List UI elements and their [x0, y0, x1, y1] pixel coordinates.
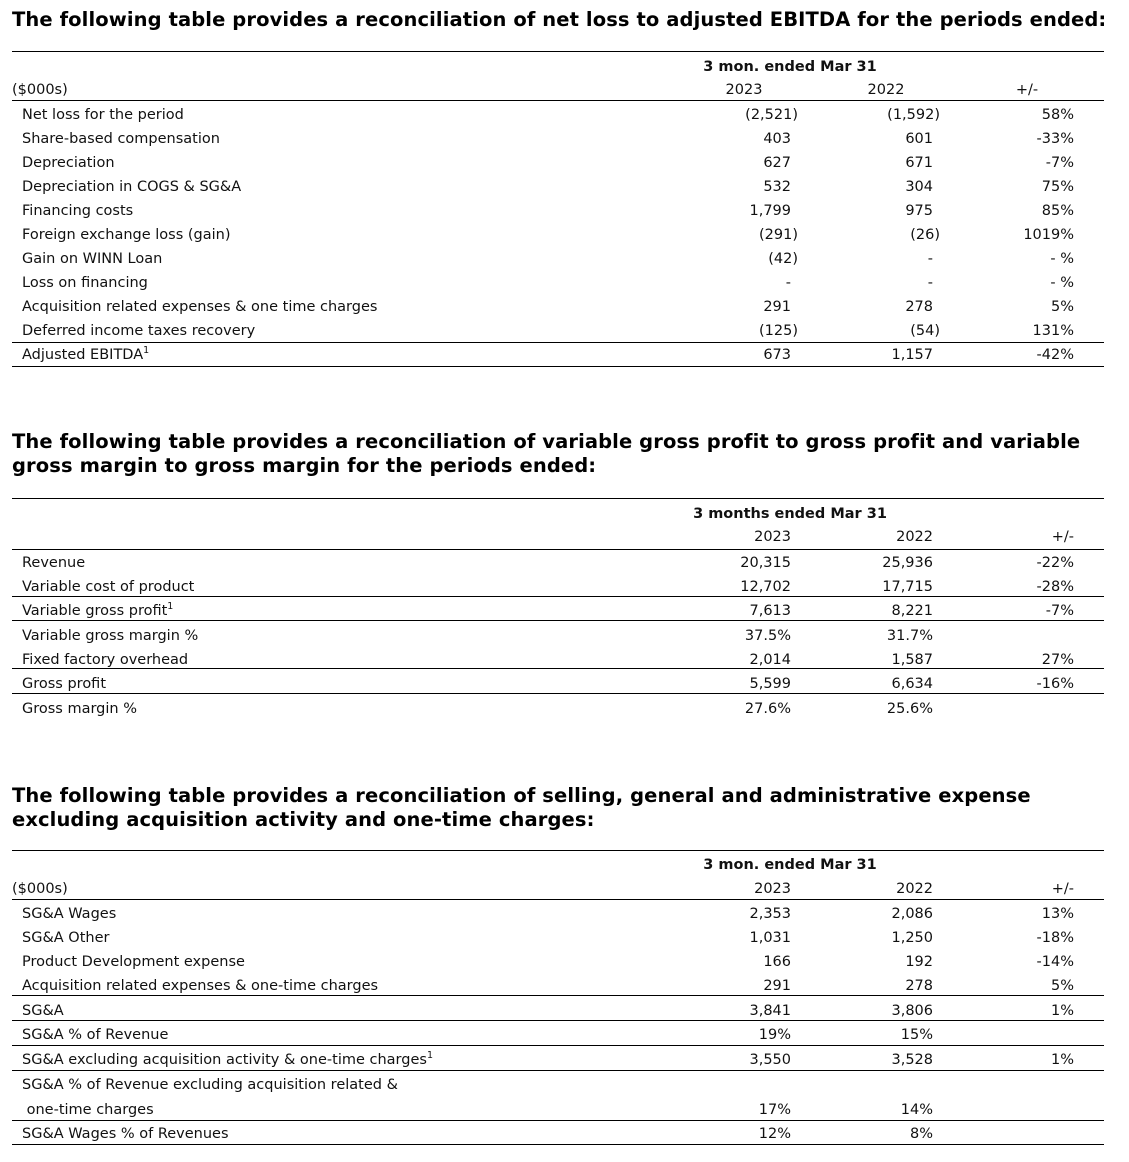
unit-label: ($000s)	[12, 881, 68, 897]
value-2023	[678, 551, 798, 575]
value-change	[961, 624, 1081, 648]
row-label	[22, 295, 377, 319]
table-row	[12, 1098, 1104, 1122]
column-header-2022: 2022	[896, 529, 933, 545]
value-2022	[820, 247, 940, 271]
row-label	[22, 271, 148, 295]
rule	[12, 1020, 1104, 1021]
value-change	[961, 247, 1081, 271]
value-2023	[678, 127, 798, 151]
row-label-text: Depreciation in COGS & SG&A	[22, 179, 242, 195]
value-change	[961, 175, 1081, 199]
value-change-text: 131%	[1032, 323, 1074, 339]
table-row	[12, 151, 1104, 175]
row-label	[22, 1098, 154, 1122]
value-2022	[820, 223, 940, 247]
value-change-text: 75%	[1041, 179, 1074, 195]
value-2023-text: 12,702	[740, 579, 791, 595]
value-change-text: 13%	[1041, 906, 1074, 922]
row-label-text: Gross margin %	[22, 701, 137, 717]
value-2022-text: 8,221	[891, 603, 933, 619]
column-header-2023: 2023	[754, 881, 791, 897]
row-label	[22, 1073, 398, 1097]
table-row	[12, 223, 1104, 247]
row-label-text: one-time charges	[22, 1102, 154, 1118]
value-change-text: -18%	[1036, 930, 1074, 946]
value-2023	[678, 319, 798, 343]
row-label-text: Fixed factory overhead	[22, 652, 189, 668]
value-2023	[678, 950, 798, 974]
value-change	[961, 127, 1081, 151]
value-2022-text: 14%	[900, 1102, 933, 1118]
value-2022	[820, 343, 940, 367]
value-change	[961, 319, 1081, 343]
value-change	[961, 697, 1081, 721]
value-2022-text: 192	[905, 954, 933, 970]
value-2022-text: 15%	[900, 1027, 933, 1043]
row-label-text: SG&A Wages	[22, 906, 117, 922]
value-2022	[820, 1122, 940, 1146]
value-2023	[678, 103, 798, 127]
row-label-text: Financing costs	[22, 203, 134, 219]
value-2023-text: 532	[763, 179, 791, 195]
row-label	[22, 343, 149, 367]
rule	[12, 498, 1104, 499]
value-2023-text: -	[785, 275, 791, 291]
footnote-marker: 1	[167, 601, 174, 612]
value-2022-text: 17,715	[882, 579, 933, 595]
value-2023	[678, 1048, 798, 1072]
value-2023-text: 5,599	[749, 676, 791, 692]
row-label	[22, 223, 231, 247]
table-row	[12, 271, 1104, 295]
rule	[12, 51, 1104, 52]
row-label-text: SG&A	[22, 1003, 64, 1019]
column-header-2022: 2022	[867, 82, 905, 98]
value-2023	[678, 199, 798, 223]
value-2023-text: 7,613	[749, 603, 791, 619]
row-label	[22, 1048, 433, 1072]
rule	[12, 899, 1104, 900]
unit-label: ($000s)	[12, 82, 68, 98]
value-2023-text: (125)	[759, 323, 798, 339]
value-2022-text: 975	[905, 203, 933, 219]
table3-title-line2: excluding acquisition activity and one-time charges:	[12, 808, 595, 831]
table-row	[12, 551, 1104, 575]
value-2022-text: 6,634	[891, 676, 933, 692]
value-2022-text: (1,592)	[887, 107, 940, 123]
row-label-text: Gain on WINN Loan	[22, 251, 163, 267]
table-row	[12, 199, 1104, 223]
value-2022	[820, 1048, 940, 1072]
table-row	[12, 1073, 1104, 1097]
rule	[12, 100, 1104, 101]
row-label-text: Share-based compensation	[22, 131, 220, 147]
row-label	[22, 1023, 168, 1047]
value-2023-text: 20,315	[740, 555, 791, 571]
row-label	[22, 1122, 229, 1146]
value-2022-text: (54)	[910, 323, 940, 339]
value-2022-text: -	[927, 275, 933, 291]
table2-title-line1: The following table provides a reconciliation of variable gross profit to gross profit and variable	[12, 430, 1081, 453]
value-change-text: -16%	[1036, 676, 1074, 692]
table-row	[12, 950, 1104, 974]
column-group-header: 3 months ended Mar 31	[693, 506, 887, 522]
value-2023	[678, 926, 798, 950]
table1-title: The following table provides a reconciliation of net loss to adjusted EBITDA for the periods ended:	[12, 8, 1107, 31]
value-change	[961, 1023, 1081, 1047]
rule	[12, 342, 1104, 343]
value-2022-text: 25,936	[882, 555, 933, 571]
rule	[12, 995, 1104, 996]
rule	[12, 620, 1104, 621]
value-2022-text: 671	[905, 155, 933, 171]
column-header-change: +/-	[1051, 529, 1074, 545]
value-2022	[820, 624, 940, 648]
column-group-header: 3 mon. ended Mar 31	[703, 857, 877, 873]
row-label	[22, 247, 162, 271]
value-2022	[820, 103, 940, 127]
table-row	[12, 103, 1104, 127]
table-row	[12, 127, 1104, 151]
row-label-text: Revenue	[22, 555, 86, 571]
table3-title	[12, 784, 1031, 832]
row-label	[22, 103, 184, 127]
row-label	[22, 175, 241, 199]
row-label	[22, 319, 255, 343]
row-label-text: Foreign exchange loss (gain)	[22, 227, 231, 243]
value-2022	[820, 902, 940, 926]
rule	[12, 1070, 1104, 1071]
value-2022	[820, 319, 940, 343]
row-label-text: Net loss for the period	[22, 107, 184, 123]
rule	[12, 668, 1104, 669]
row-label	[22, 624, 198, 648]
value-2023	[678, 223, 798, 247]
value-change	[961, 103, 1081, 127]
value-2023-text: (291)	[759, 227, 798, 243]
value-2022	[820, 151, 940, 175]
value-change	[961, 343, 1081, 367]
table-row	[12, 902, 1104, 926]
value-2022-text: 278	[905, 978, 933, 994]
value-2023	[678, 1023, 798, 1047]
value-change	[961, 1098, 1081, 1122]
value-2023-text: 19%	[758, 1027, 791, 1043]
value-change	[961, 151, 1081, 175]
table-row	[12, 319, 1104, 343]
rule	[12, 1144, 1104, 1145]
value-2023	[678, 295, 798, 319]
header-row	[12, 525, 1104, 549]
value-2023	[678, 343, 798, 367]
value-2023	[678, 151, 798, 175]
value-2023	[678, 1098, 798, 1122]
value-change-text: - %	[1050, 275, 1074, 291]
value-2023-text: 37.5%	[744, 628, 791, 644]
value-2022	[820, 1073, 940, 1097]
value-change-text: 1019%	[1023, 227, 1074, 243]
rule	[12, 850, 1104, 851]
row-label	[22, 127, 220, 151]
value-2023-text: 166	[763, 954, 791, 970]
row-label-text: SG&A Other	[22, 930, 110, 946]
table-row	[12, 175, 1104, 199]
value-2022-text: 2,086	[891, 906, 933, 922]
value-change-text: -7%	[1045, 155, 1074, 171]
value-2022	[820, 127, 940, 151]
value-change-text: -14%	[1036, 954, 1074, 970]
row-label-text: Acquisition related expenses & one-time charges	[22, 978, 379, 994]
row-label-text: Gross profit	[22, 676, 107, 692]
value-2022-text: (26)	[910, 227, 940, 243]
value-2023	[678, 624, 798, 648]
value-2022-text: 8%	[909, 1126, 933, 1142]
value-2023	[678, 1073, 798, 1097]
column-header-change: +/-	[1015, 82, 1039, 98]
footnote-marker: 1	[143, 345, 150, 356]
value-2023	[678, 1122, 798, 1146]
table-row	[12, 1122, 1104, 1146]
value-change	[961, 295, 1081, 319]
header-row	[12, 78, 1104, 102]
column-header-2023: 2023	[754, 529, 791, 545]
column-group-header: 3 mon. ended Mar 31	[703, 59, 877, 75]
value-change-text: 1%	[1050, 1052, 1074, 1068]
table2-title-line2: gross margin to gross margin for the periods ended:	[12, 454, 597, 477]
value-change	[961, 271, 1081, 295]
value-2023-text: 673	[763, 347, 791, 363]
value-2023-text: (2,521)	[745, 107, 798, 123]
row-label	[22, 551, 85, 575]
value-2023-text: 1,031	[749, 930, 791, 946]
value-2022-text: 31.7%	[886, 628, 933, 644]
value-2023-text: 3,841	[749, 1003, 791, 1019]
value-2023-text: 291	[763, 299, 791, 315]
column-header-2023: 2023	[725, 82, 763, 98]
rule	[12, 1045, 1104, 1046]
row-label-text: SG&A Wages % of Revenues	[22, 1126, 229, 1142]
value-2023-text: 2,353	[749, 906, 791, 922]
value-2022	[820, 926, 940, 950]
table-row	[12, 343, 1104, 367]
table2-title	[12, 430, 1080, 478]
value-2023-text: 17%	[758, 1102, 791, 1118]
value-2023-text: 2,014	[749, 652, 791, 668]
row-label-text: SG&A % of Revenue excluding acquisition related &	[22, 1077, 398, 1093]
table-row	[12, 1023, 1104, 1047]
row-label-text: Variable gross margin %	[22, 628, 199, 644]
table-row	[12, 247, 1104, 271]
value-2022-text: 1,587	[891, 652, 933, 668]
row-label-text: Deferred income taxes recovery	[22, 323, 256, 339]
rule	[12, 549, 1104, 550]
row-label	[22, 926, 109, 950]
value-2022-text: 1,250	[891, 930, 933, 946]
value-change	[961, 223, 1081, 247]
row-label-text: Depreciation	[22, 155, 115, 171]
table-row	[12, 1048, 1104, 1072]
table-row	[12, 926, 1104, 950]
row-label-text: Variable gross profit	[22, 603, 168, 619]
value-2022	[820, 551, 940, 575]
rule	[12, 693, 1104, 694]
value-change-text: -42%	[1036, 347, 1074, 363]
value-change	[961, 1122, 1081, 1146]
rule	[12, 366, 1104, 367]
value-change	[961, 1073, 1081, 1097]
value-2023	[678, 271, 798, 295]
value-2023	[678, 902, 798, 926]
value-change-text: -7%	[1045, 603, 1074, 619]
value-2022	[820, 271, 940, 295]
table-row	[12, 697, 1104, 721]
value-2023	[678, 175, 798, 199]
value-change	[961, 902, 1081, 926]
footnote-marker: 1	[426, 1050, 433, 1061]
table3-title-line1: The following table provides a reconciliation of selling, general and administrative expense	[12, 784, 1031, 807]
rule	[12, 596, 1104, 597]
value-2022-text: 3,528	[891, 1052, 933, 1068]
row-label-text: Adjusted EBITDA	[22, 347, 144, 363]
value-2022-text: 1,157	[891, 347, 933, 363]
value-change-text: - %	[1050, 251, 1074, 267]
row-label	[22, 950, 245, 974]
value-2022	[820, 295, 940, 319]
row-label	[22, 697, 137, 721]
column-header-2022: 2022	[896, 881, 933, 897]
value-2023-text: 27.6%	[744, 701, 791, 717]
value-change	[961, 926, 1081, 950]
rule	[12, 1120, 1104, 1121]
value-2023-text: 291	[763, 978, 791, 994]
header-row	[12, 877, 1104, 901]
value-change-text: 85%	[1041, 203, 1074, 219]
value-2023-text: 1,799	[749, 203, 791, 219]
value-2023-text: 627	[763, 155, 791, 171]
value-change-text: 27%	[1041, 652, 1074, 668]
value-2022	[820, 1098, 940, 1122]
value-change-text: -22%	[1036, 555, 1074, 571]
value-change-text: 1%	[1050, 1003, 1074, 1019]
value-2023-text: 3,550	[749, 1052, 791, 1068]
row-label-text: SG&A excluding acquisition activity & one-time charges	[22, 1052, 427, 1068]
value-change-text: 58%	[1041, 107, 1074, 123]
value-change	[961, 1048, 1081, 1072]
column-header-change: +/-	[1051, 881, 1074, 897]
value-change-text: -33%	[1036, 131, 1074, 147]
value-change	[961, 199, 1081, 223]
row-label-text: SG&A % of Revenue	[22, 1027, 169, 1043]
row-label-text: Variable cost of product	[22, 579, 195, 595]
table-row	[12, 624, 1104, 648]
value-2022	[820, 175, 940, 199]
value-2022	[820, 199, 940, 223]
row-label-text: Product Development expense	[22, 954, 245, 970]
row-label	[22, 151, 115, 175]
table-row	[12, 295, 1104, 319]
value-change	[961, 950, 1081, 974]
value-2022	[820, 697, 940, 721]
value-2022-text: 25.6%	[886, 701, 933, 717]
value-2022-text: 601	[905, 131, 933, 147]
row-label-text: Acquisition related expenses & one time charges	[22, 299, 378, 315]
value-2022-text: 278	[905, 299, 933, 315]
row-label-text: Loss on financing	[22, 275, 148, 291]
value-2023	[678, 697, 798, 721]
value-change-text: -28%	[1036, 579, 1074, 595]
row-label	[22, 199, 133, 223]
value-2023	[678, 247, 798, 271]
value-change	[961, 551, 1081, 575]
value-2022-text: 304	[905, 179, 933, 195]
value-2022	[820, 950, 940, 974]
value-2023-text: 403	[763, 131, 791, 147]
row-label	[22, 902, 116, 926]
value-change-text: 5%	[1050, 978, 1074, 994]
value-2023-text: 12%	[758, 1126, 791, 1142]
value-change-text: 5%	[1050, 299, 1074, 315]
value-2023-text: (42)	[768, 251, 798, 267]
value-2022-text: -	[927, 251, 933, 267]
value-2022-text: 3,806	[891, 1003, 933, 1019]
value-2022	[820, 1023, 940, 1047]
